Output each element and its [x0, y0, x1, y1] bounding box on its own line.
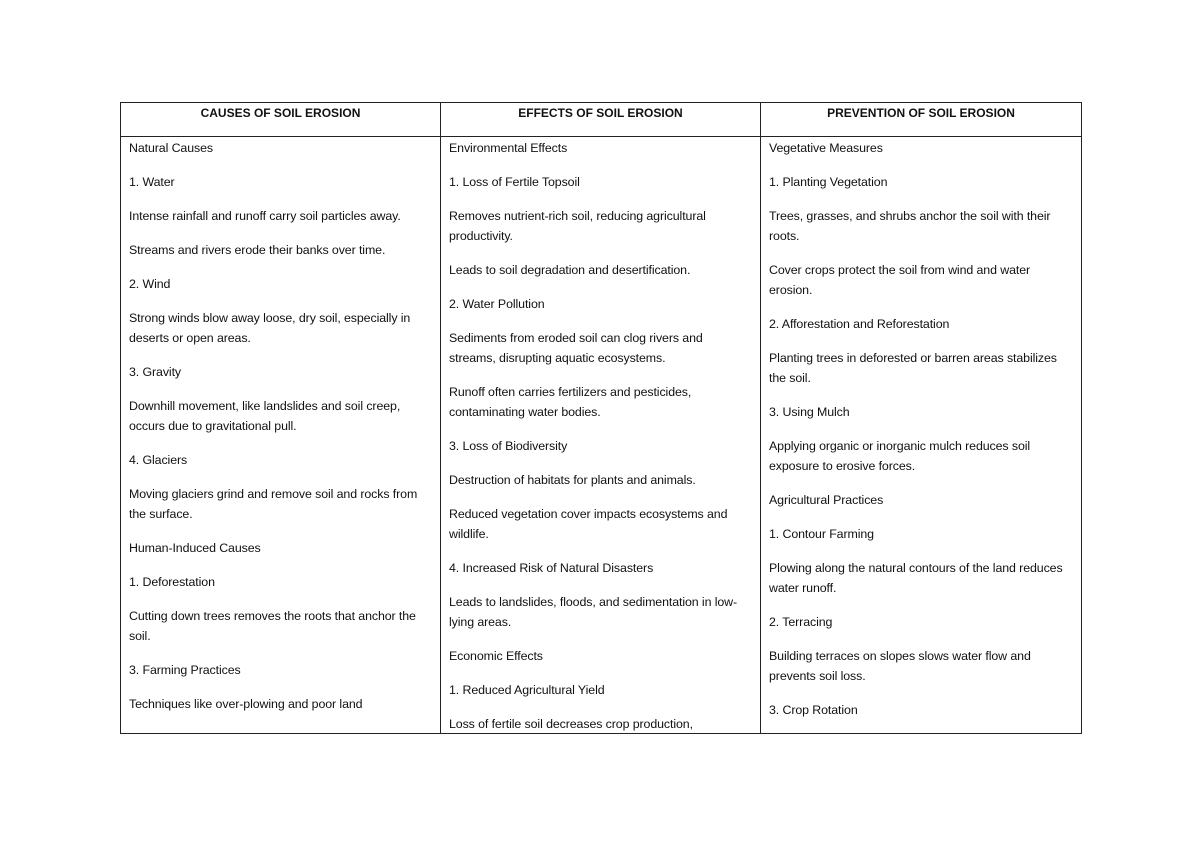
table-body-row — [121, 137, 1082, 734]
prevention-paragraph: Trees, grasses, and shrubs anchor the soil with their roots. — [769, 209, 1051, 243]
effects-paragraph: 3. Loss of Biodiversity — [449, 439, 568, 453]
effects-paragraph: Destruction of habitats for plants and animals. — [449, 473, 696, 487]
causes-paragraph: Natural Causes — [129, 141, 213, 155]
causes-paragraph: Cutting down trees removes the roots that anchor the soil. — [129, 609, 416, 643]
causes-paragraph: 4. Glaciers — [129, 453, 188, 467]
prevention-paragraph: 2. Terracing — [769, 615, 833, 629]
causes-list — [129, 138, 432, 732]
prevention-paragraph: Agricultural Practices — [769, 493, 884, 507]
effects-paragraph: 1. Reduced Agricultural Yield — [449, 683, 605, 697]
effects-paragraph: 2. Water Pollution — [449, 297, 545, 311]
prevention-paragraph: Planting trees in deforested or barren areas stabilizes the soil. — [769, 351, 1057, 385]
effects-paragraph: Loss of fertile soil decreases crop production, — [449, 717, 693, 731]
prevention-paragraph: Plowing along the natural contours of the land reduces water runoff. — [769, 561, 1063, 595]
effects-paragraph: Removes nutrient-rich soil, reducing agricultural productivity. — [449, 209, 706, 243]
prevention-paragraph: 3. Using Mulch — [769, 405, 850, 419]
effects-paragraph: Economic Effects — [449, 649, 543, 663]
causes-paragraph: Strong winds blow away loose, dry soil, especially in deserts or open areas. — [129, 311, 411, 345]
causes-paragraph: Techniques like over-plowing and poor land — [129, 697, 363, 711]
prevention-paragraph: 3. Crop Rotation — [769, 703, 858, 717]
causes-paragraph: Human-Induced Causes — [129, 541, 261, 555]
effects-paragraph: Leads to soil degradation and desertification. — [449, 263, 691, 277]
causes-paragraph: Streams and rivers erode their banks over time. — [129, 243, 386, 257]
prevention-list — [769, 138, 1073, 732]
prevention-paragraph: Building terraces on slopes slows water flow and prevents soil loss. — [769, 649, 1031, 683]
effects-paragraph: Leads to landslides, floods, and sedimentation in low-lying areas. — [449, 595, 738, 629]
causes-paragraph: 1. Deforestation — [129, 575, 215, 589]
prevention-paragraph: 1. Planting Vegetation — [769, 175, 888, 189]
causes-paragraph: 1. Water — [129, 175, 175, 189]
effects-paragraph: 4. Increased Risk of Natural Disasters — [449, 561, 654, 575]
header-prevention: PREVENTION OF SOIL EROSION — [761, 103, 1082, 137]
prevention-paragraph: Vegetative Measures — [769, 141, 883, 155]
prevention-paragraph: Applying organic or inorganic mulch reduces soil exposure to erosive forces. — [769, 439, 1031, 473]
effects-paragraph: Runoff often carries fertilizers and pesticides, contaminating water bodies. — [449, 385, 692, 419]
causes-cell — [121, 137, 441, 734]
effects-list — [449, 138, 752, 732]
causes-paragraph: Moving glaciers grind and remove soil and rocks from the surface. — [129, 487, 418, 521]
causes-paragraph: Downhill movement, like landslides and soil creep, occurs due to gravitational pull. — [129, 399, 401, 433]
effects-paragraph: Sediments from eroded soil can clog rivers and streams, disrupting aquatic ecosystems. — [449, 331, 703, 365]
header-effects: EFFECTS OF SOIL EROSION — [441, 103, 761, 137]
table-header-row — [121, 103, 1082, 137]
causes-paragraph: 3. Gravity — [129, 365, 182, 379]
prevention-paragraph: 2. Afforestation and Reforestation — [769, 317, 950, 331]
header-causes: CAUSES OF SOIL EROSION — [121, 103, 441, 137]
prevention-paragraph: Cover crops protect the soil from wind and water erosion. — [769, 263, 1031, 297]
causes-paragraph: 3. Farming Practices — [129, 663, 241, 677]
prevention-paragraph: 1. Contour Farming — [769, 527, 874, 541]
prevention-cell — [761, 137, 1082, 734]
effects-paragraph: Reduced vegetation cover impacts ecosystems and wildlife. — [449, 507, 728, 541]
soil-erosion-table — [120, 102, 1082, 734]
effects-paragraph: 1. Loss of Fertile Topsoil — [449, 175, 580, 189]
effects-paragraph: Environmental Effects — [449, 141, 568, 155]
causes-paragraph: Intense rainfall and runoff carry soil particles away. — [129, 209, 401, 223]
causes-paragraph: 2. Wind — [129, 277, 171, 291]
effects-cell — [441, 137, 761, 734]
